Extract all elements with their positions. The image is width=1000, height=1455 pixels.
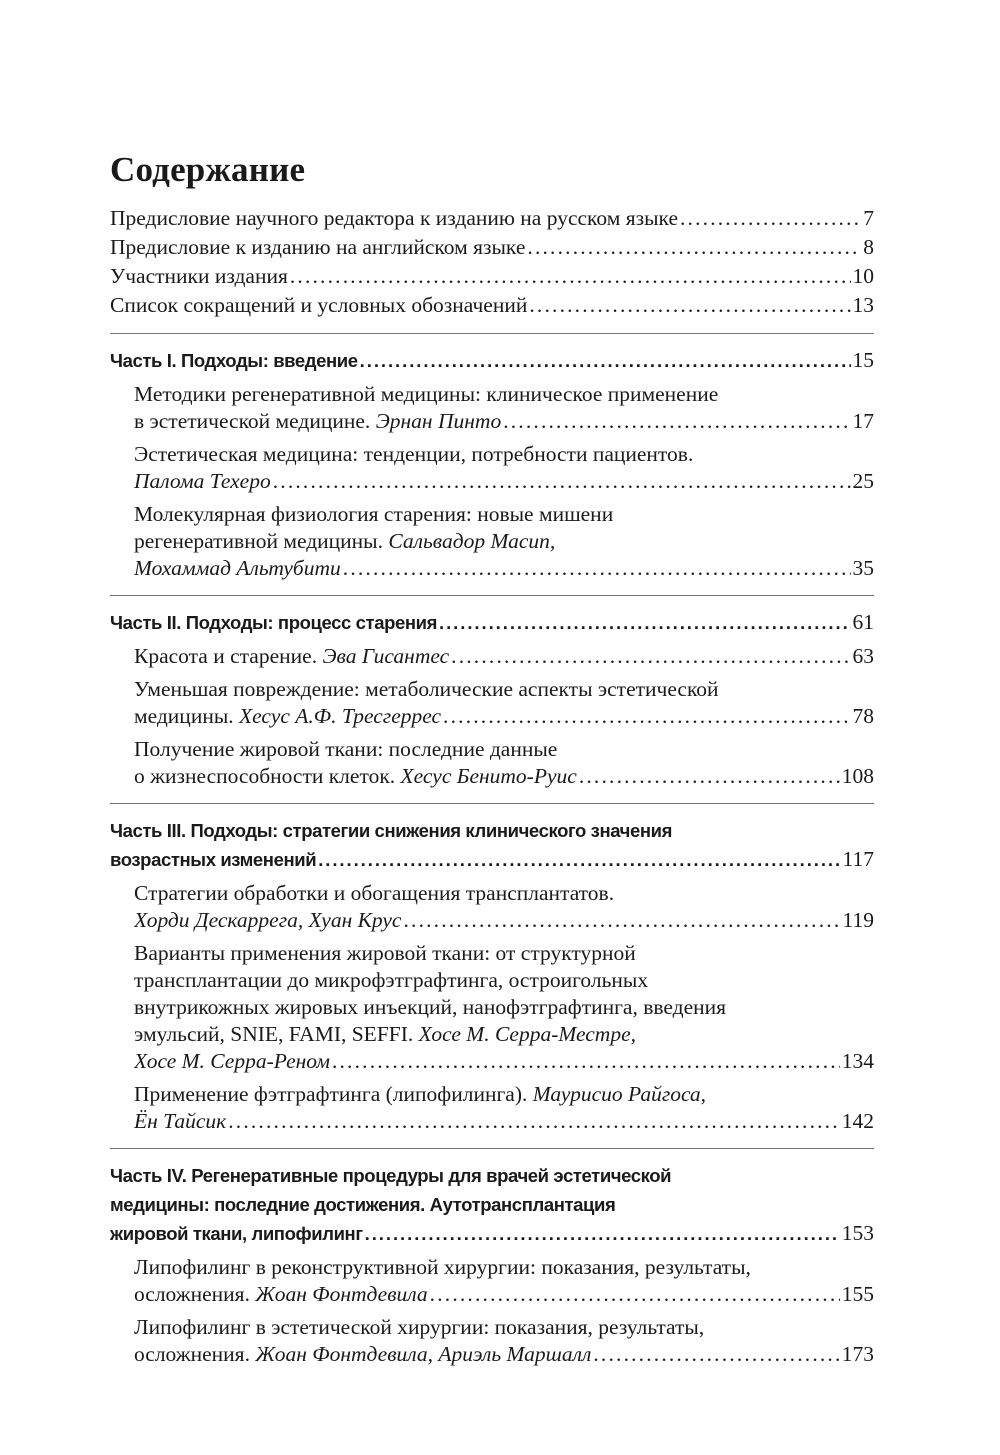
dot-leader (430, 1281, 840, 1308)
page-number: 35 (852, 556, 874, 580)
page-number: 17 (852, 409, 874, 433)
page-number: 173 (841, 1342, 874, 1366)
page-number: 25 (852, 469, 874, 493)
toc-entry[interactable] (110, 204, 874, 233)
chapter-title-line (134, 1021, 874, 1048)
chapter-title: в эстетической медицине. (134, 409, 371, 433)
chapter-author: Жоан Фонтдевила (255, 1282, 428, 1306)
chapter-title-line: Липофилинг в реконструктивной хирургии: показания, результаты, (134, 1255, 751, 1279)
chapter-author: Хесус Бенито-Руис (400, 764, 577, 788)
toc-part (110, 333, 874, 582)
page-number: 8 (863, 235, 874, 259)
dot-leader (343, 555, 851, 582)
chapter-entry[interactable] (134, 1254, 874, 1308)
dot-leader (439, 608, 850, 637)
entry-text (134, 1281, 428, 1308)
entry-text (110, 1219, 363, 1248)
chapter-title-line (134, 1081, 874, 1108)
entry-title: Список сокращений и условных обозначений (110, 293, 528, 317)
entry-title: Участники издания (110, 264, 288, 288)
part-title: Часть II. Подходы: процесс старения (110, 612, 438, 633)
chapter-last-line[interactable] (134, 907, 874, 934)
page-number: 61 (852, 610, 874, 634)
page-number: 108 (841, 764, 874, 788)
page-number: 153 (841, 1221, 874, 1245)
dot-leader (527, 233, 861, 262)
chapter-entry[interactable] (134, 940, 874, 1075)
page-number: 142 (841, 1109, 874, 1133)
chapter-entry[interactable] (134, 676, 874, 730)
chapter-author: Хосе М. Серра-Местре, (418, 1022, 636, 1046)
part-title: жировой ткани, липофилинг (110, 1223, 363, 1244)
dot-leader (318, 845, 840, 874)
front-matter-list (110, 204, 874, 320)
chapter-author: Маурисио Райгоса, (532, 1082, 707, 1106)
dot-leader (443, 703, 850, 730)
chapter-author: Хорди Дескаррега, Хуан Крус (134, 908, 402, 932)
page-number: 13 (852, 293, 874, 317)
chapter-last-line[interactable] (134, 763, 874, 790)
chapter-last-line[interactable] (134, 643, 874, 670)
entry-text (134, 643, 449, 670)
dot-leader (529, 291, 850, 320)
chapter-last-line[interactable] (134, 555, 874, 582)
toc-part (110, 595, 874, 790)
dot-leader (403, 907, 840, 934)
chapter-entry[interactable] (134, 1314, 874, 1368)
toc-part (110, 1148, 874, 1368)
dot-leader (593, 1341, 839, 1368)
chapter-title-line: Стратегии обработки и обогащения трансплантатов. (134, 881, 615, 905)
dot-leader (273, 468, 851, 495)
chapter-last-line[interactable] (134, 408, 874, 435)
part-heading[interactable] (110, 346, 874, 375)
chapter-title: осложнения. (134, 1282, 250, 1306)
chapter-title: эмульсий, SNIE, FAMI, SEFFI. (134, 1022, 414, 1046)
chapter-author: Мохаммад Альтубити (134, 556, 341, 580)
chapter-title: регенеративной медицины. (134, 529, 383, 553)
entry-text (134, 1048, 330, 1075)
dot-leader (228, 1108, 840, 1135)
dot-leader (360, 346, 851, 375)
page-number: 63 (852, 644, 874, 668)
dot-leader (365, 1219, 840, 1248)
entry-text (134, 468, 271, 495)
part-title: Часть I. Подходы: введение (110, 350, 358, 371)
chapter-entry[interactable] (134, 381, 874, 435)
toc-entry[interactable] (110, 291, 874, 320)
page-title: Содержание (110, 150, 306, 189)
chapter-author: Палома Техеро (134, 469, 271, 493)
chapter-last-line[interactable] (134, 468, 874, 495)
entry-text (110, 204, 678, 233)
chapter-last-line[interactable] (134, 1341, 874, 1368)
chapter-entry[interactable] (134, 501, 874, 582)
page-number: 117 (842, 847, 874, 871)
dot-leader (332, 1048, 840, 1075)
chapter-author: Эрнан Пинто (375, 409, 502, 433)
dot-leader (451, 643, 850, 670)
entry-text (110, 233, 525, 262)
chapter-title: осложнения. (134, 1342, 250, 1366)
dot-leader (579, 763, 840, 790)
entry-text (134, 907, 401, 934)
chapter-last-line[interactable] (134, 1048, 874, 1075)
part-heading[interactable] (110, 608, 874, 637)
chapter-title-line: внутрикожных жировых инъекций, нанофэтграфтинга, введения (134, 995, 727, 1019)
toc-page (110, 150, 874, 1368)
chapter-title-line (134, 528, 874, 555)
dot-leader (680, 204, 861, 233)
part-title-line[interactable] (110, 1219, 874, 1248)
chapter-title: Красота и старение. (134, 644, 318, 668)
chapter-last-line[interactable] (134, 1281, 874, 1308)
chapter-author: Хесус А.Ф. Тресгеррес (239, 704, 442, 728)
chapter-entry[interactable] (134, 880, 874, 934)
chapter-author: Хосе М. Серра-Реном (134, 1049, 330, 1073)
chapter-title-line: Уменьшая повреждение: метаболические аспекты эстетической (134, 677, 719, 701)
chapter-author: Эва Гисантес (322, 644, 450, 668)
chapter-title-line: трансплантации до микрофэтграфтинга, остроигольных (134, 968, 649, 992)
part-title-line: Часть III. Подходы: стратегии снижения клинического значения (110, 820, 673, 841)
part-heading[interactable] (110, 1161, 874, 1248)
entry-text (110, 346, 358, 375)
chapter-title: медицины. (134, 704, 234, 728)
chapter-title-line: Получение жировой ткани: последние данные (134, 737, 558, 761)
toc-part (110, 803, 874, 1135)
part-heading[interactable] (110, 816, 874, 874)
page-number: 134 (841, 1049, 874, 1073)
chapter-title-line: Эстетическая медицина: тенденции, потребности пациентов. (134, 442, 694, 466)
chapter-entry[interactable] (134, 736, 874, 790)
part-title: возрастных изменений (110, 849, 317, 870)
chapter-last-line[interactable] (134, 1108, 874, 1135)
part-title-line: Часть IV. Регенеративные процедуры для врачей эстетической (110, 1165, 672, 1186)
page-number: 7 (863, 206, 874, 230)
chapter-title-line: Методики регенеративной медицины: клиническое применение (134, 382, 719, 406)
page-number: 15 (852, 348, 874, 372)
entry-text (134, 1341, 591, 1368)
entry-text (134, 555, 341, 582)
chapter-entry[interactable] (134, 643, 874, 670)
chapter-author: Ён Тайсик (134, 1109, 227, 1133)
entry-title: Предисловие к изданию на английском языке (110, 235, 526, 259)
dot-leader (503, 408, 850, 435)
chapter-title-line: Липофилинг в эстетической хирургии: показания, результаты, (134, 1315, 705, 1339)
part-title-line[interactable] (110, 845, 874, 874)
chapter-author: Жоан Фонтдевила, Ариэль Маршалл (255, 1342, 592, 1366)
chapter-last-line[interactable] (134, 703, 874, 730)
part-title-line[interactable] (110, 346, 874, 375)
chapter-title: о жизнеспособности клеток. (134, 764, 396, 788)
entry-text (134, 763, 577, 790)
chapter-entry[interactable] (134, 441, 874, 495)
chapter-entry[interactable] (134, 1081, 874, 1135)
entry-text (110, 262, 288, 291)
chapter-title-line: Молекулярная физиология старения: новые мишени (134, 502, 614, 526)
part-title-line[interactable] (110, 608, 874, 637)
entry-title: Предисловие научного редактора к изданию на русском языке (110, 206, 678, 230)
toc-entry[interactable] (110, 233, 874, 262)
page-number: 78 (852, 704, 874, 728)
page-number: 119 (842, 908, 874, 932)
entry-text (110, 291, 527, 320)
entry-text (134, 703, 441, 730)
parts-list (110, 333, 874, 1368)
page-number: 155 (841, 1282, 874, 1306)
entry-text (134, 1108, 226, 1135)
toc-entry[interactable] (110, 262, 874, 291)
part-title-line: медицины: последние достижения. Аутотрансплантация (110, 1194, 616, 1215)
page-number: 10 (852, 264, 874, 288)
chapter-title: Применение фэтграфтинга (липофилинга). (134, 1082, 528, 1106)
entry-text (110, 608, 437, 637)
dot-leader (290, 262, 851, 291)
entry-text (110, 845, 316, 874)
chapter-author: Сальвадор Масип, (388, 529, 556, 553)
entry-text (134, 408, 501, 435)
chapter-title-line: Варианты применения жировой ткани: от структурной (134, 941, 636, 965)
